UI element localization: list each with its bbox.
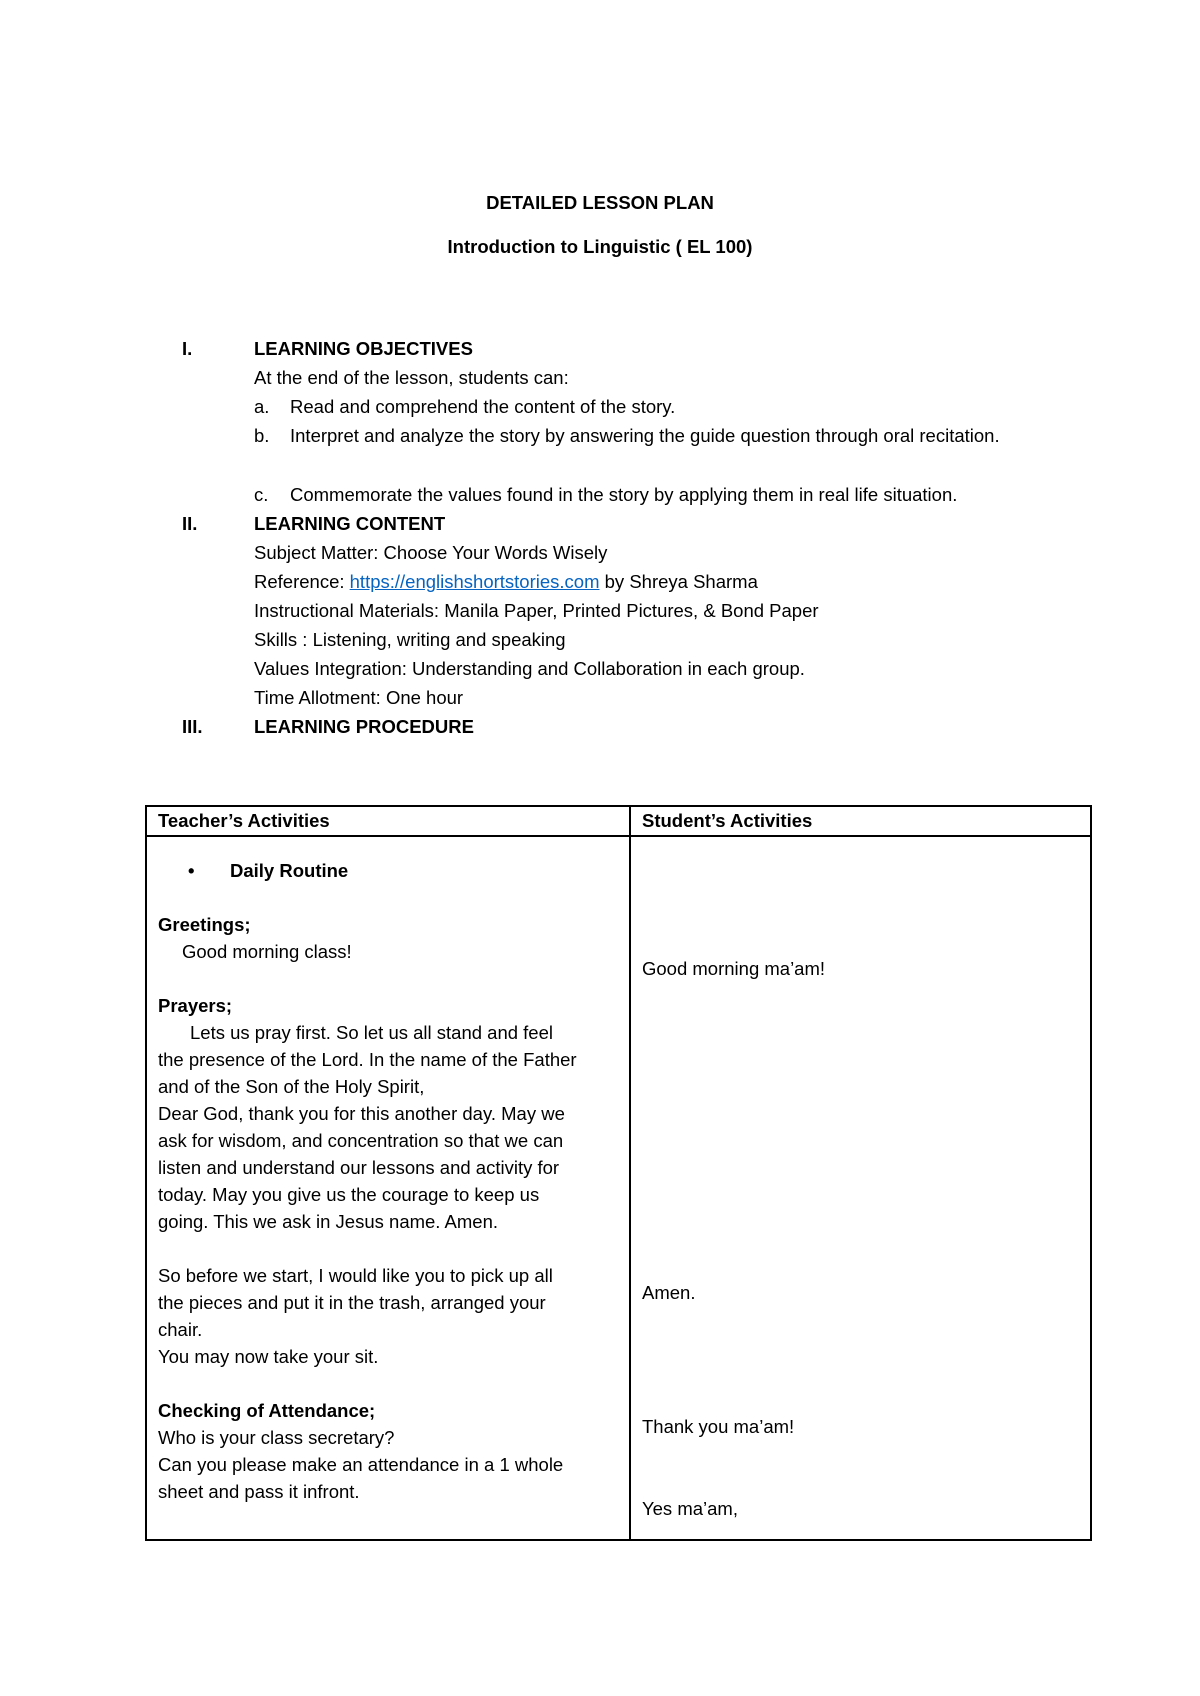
reference-prefix: Reference:: [254, 571, 350, 592]
prayer-line: and of the Son of the Holy Spirit,: [158, 1076, 425, 1097]
attendance-label: Checking of Attendance;: [158, 1400, 376, 1421]
prayer-line: the presence of the Lord. In the name of the Father: [158, 1049, 577, 1070]
values-integration: Values Integration: Understanding and Collaboration in each group.: [254, 658, 805, 679]
greetings-label: Greetings;: [158, 914, 251, 935]
teacher-activities-cell: [146, 836, 630, 1540]
student-response: Amen.: [642, 1282, 696, 1303]
objective-letter: b.: [254, 425, 270, 446]
prayer-line: Dear God, thank you for this another day. May we: [158, 1103, 565, 1124]
objective-letter: a.: [254, 396, 270, 417]
section-heading-procedure: LEARNING PROCEDURE: [254, 716, 474, 737]
section-numeral: III.: [182, 716, 203, 737]
student-activities-cell: [630, 836, 1091, 1540]
prayer-line: today. May you give us the courage to keep us: [158, 1184, 540, 1205]
instruction-line: the pieces and put it in the trash, arranged your: [158, 1292, 546, 1313]
instructional-materials: Instructional Materials: Manila Paper, Printed Pictures, & Bond Paper: [254, 600, 819, 621]
student-response: Good morning ma’am!: [642, 958, 826, 979]
instruction-line: chair.: [158, 1319, 203, 1340]
teacher-activities: [158, 841, 618, 1505]
skills: Skills : Listening, writing and speaking: [254, 629, 566, 650]
subject-matter: Subject Matter: Choose Your Words Wisely: [254, 542, 608, 563]
objective-text: Commemorate the values found in the story by applying them in real life situation.: [290, 484, 958, 505]
greetings-text: Good morning class!: [182, 941, 352, 962]
attendance-line: sheet and pass it infront.: [158, 1481, 360, 1502]
student-activities: [642, 841, 1079, 1531]
table-header-teacher: Teacher’s Activities: [146, 806, 630, 836]
reference-line: [254, 571, 758, 593]
objective-letter: c.: [254, 484, 269, 505]
section-numeral: I.: [182, 338, 193, 359]
daily-routine: [158, 857, 618, 884]
daily-routine-label: Daily Routine: [230, 860, 349, 881]
prayer-line: listen and understand our lessons and activity for: [158, 1157, 560, 1178]
objective-text: Read and comprehend the content of the story.: [290, 396, 676, 417]
bullet-icon: •: [188, 860, 195, 881]
document-subtitle: Introduction to Linguistic ( EL 100): [447, 236, 753, 257]
student-response: Yes ma’am,: [642, 1498, 738, 1519]
section-heading-objectives: LEARNING OBJECTIVES: [254, 338, 473, 359]
objectives-intro: At the end of the lesson, students can:: [254, 367, 569, 388]
prayers-label: Prayers;: [158, 995, 233, 1016]
instruction-line: You may now take your sit.: [158, 1346, 379, 1367]
attendance-line: Can you please make an attendance in a 1 whole: [158, 1454, 564, 1475]
reference-suffix: by Shreya Sharma: [599, 571, 758, 592]
student-response: Thank you ma’am!: [642, 1416, 795, 1437]
activities-table: [145, 805, 1092, 1541]
document-title: DETAILED LESSON PLAN: [486, 192, 714, 213]
section-numeral: II.: [182, 513, 198, 534]
table-header-student: Student’s Activities: [630, 806, 1091, 836]
prayer-line: going. This we ask in Jesus name. Amen.: [158, 1211, 499, 1232]
prayer-line: Lets us pray first. So let us all stand and feel: [190, 1022, 553, 1043]
objective-text: Interpret and analyze the story by answering the guide question through oral recitation.: [290, 425, 1000, 446]
time-allotment: Time Allotment: One hour: [254, 687, 464, 708]
section-heading-content: LEARNING CONTENT: [254, 513, 446, 534]
prayer-line: ask for wisdom, and concentration so that we can: [158, 1130, 564, 1151]
attendance-line: Who is your class secretary?: [158, 1427, 395, 1448]
instruction-line: So before we start, I would like you to pick up all: [158, 1265, 553, 1286]
reference-link[interactable]: https://englishshortstories.com: [349, 571, 600, 592]
